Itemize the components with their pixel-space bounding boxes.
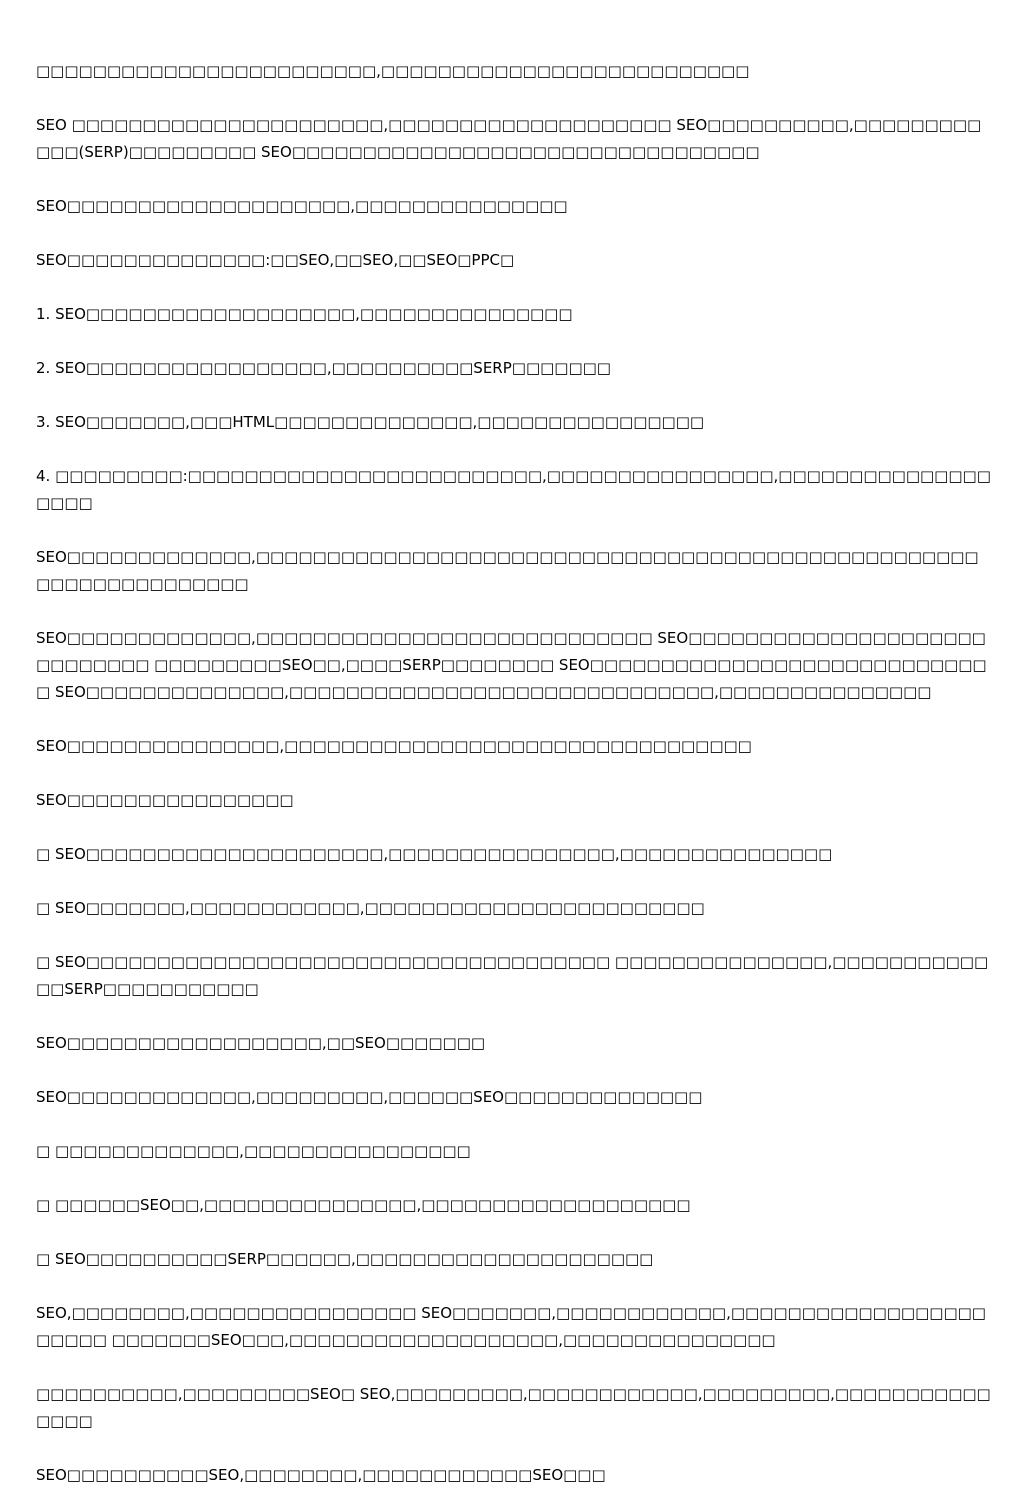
paragraph: SEO□□□□□□□□□□□□□,□□□□□□□□□□□□□□□□□□□□□□□□□□□□□□□□□□□□□□□□□□□□□□□□□□□□□□□□□□□□□□□□□□ [36, 548, 979, 593]
numbered-paragraph: 1. SEO□□□□□□□□□□□□□□□□□□□,□□□□□□□□□□□□□□□ [36, 305, 573, 323]
paragraph: □□□□□□□□□□,□□□□□□□□□SEO□ SEO,□□□□□□□□□,□□□□□□□□□□□□,□□□□□□□□□,□□□□□□□□□□□□□□□ [36, 1385, 991, 1430]
paragraph: SEO□□□□□□□□□□□□□□□,□□□□□□□□□□□□□□□□□□□□□□□□□□□□□□□□□ [36, 737, 752, 755]
bullet-paragraph: □ SEO□□□□□□□□□□□□□□□□□□□□□,□□□□□□□□□□□□□□□□,□□□□□□□□□□□□□□□ [36, 845, 833, 863]
paragraph: SEO□□□□□□□□□□SEO,□□□□□□□□,□□□□□□□□□□□□SEO□□□ [36, 1466, 606, 1484]
numbered-paragraph: 3. SEO□□□□□□□,□□□HTML□□□□□□□□□□□□□□,□□□□□□□□□□□□□□□□ [36, 413, 705, 431]
document-body [36, 58, 991, 1489]
paragraph: SEO□□□□□□□□□□□□□□□□□□,□□SEO□□□□□□□ [36, 1034, 486, 1052]
paragraph: SEO□□□□□□□□□□□□□,□□□□□□□□□□□□□□□□□□□□□□□□□□□□ SEO□□□□□□□□□□□□□□□□□□□□□□□□□□□□□ □□□□□□□□□SEO□□,□□□□SERP□□□□□□□□ SEO□□□□□□□□□□□□□□□□□□□□□□□□□□□□□ SEO□□□□□□□□□□□□□□,□□□□□□□□□□□□□□□□□□□□□□□□□□□□□□,□□□□□□□□□□□□□□□ [36, 629, 987, 701]
paragraph: SEO,□□□□□□□□,□□□□□□□□□□□□□□□□ SEO□□□□□□□,□□□□□□□□□□□□,□□□□□□□□□□□□□□□□□□□□□□□ □□□□□□□SEO□□□,□□□□□□□□□□□□□□□□□□□,□□□□□□□□□□□□□□□ [36, 1304, 986, 1349]
paragraph: SEO□□□□□□□□□□□□□□:□□SEO,□□SEO,□□SEO□PPC□ [36, 251, 515, 269]
paragraph: □□□□□□□□□□□□□□□□□□□□□□□□,□□□□□□□□□□□□□□□□□□□□□□□□□□ [36, 62, 750, 80]
bullet-paragraph: □ SEO□□□□□□□□□□□□□□□□□□□□□□□□□□□□□□□□□□□□□ □□□□□□□□□□□□□□□,□□□□□□□□□□□□□SERP□□□□□□□□□□□ [36, 953, 989, 998]
paragraph: SEO□□□□□□□□□□□□□,□□□□□□□□□,□□□□□□SEO□□□□□□□□□□□□□□ [36, 1088, 703, 1106]
paragraph: SEO □□□□□□□□□□□□□□□□□□□□□□,□□□□□□□□□□□□□□□□□□□□ SEO□□□□□□□□□□,□□□□□□□□□□□□(SERP)□□□□□□□□□ SEO□□□□□□□□□□□□□□□□□□□□□□□□□□□□□□□□□ [36, 116, 982, 161]
bullet-paragraph: □ □□□□□□□□□□□□□,□□□□□□□□□□□□□□□□ [36, 1142, 471, 1160]
paragraph: SEO□□□□□□□□□□□□□□□□□□□□,□□□□□□□□□□□□□□□ [36, 197, 568, 215]
paragraph: SEO□□□□□□□□□□□□□□□□ [36, 791, 294, 809]
bullet-paragraph: □ SEO□□□□□□□□□□SERP□□□□□□,□□□□□□□□□□□□□□□□□□□□□ [36, 1250, 654, 1268]
numbered-paragraph: 4. □□□□□□□□□:□□□□□□□□□□□□□□□□□□□□□□□□□,□□□□□□□□□□□□□□□□,□□□□□□□□□□□□□□□□□□□ [36, 467, 991, 512]
numbered-paragraph: 2. SEO□□□□□□□□□□□□□□□□□,□□□□□□□□□□SERP□□□□□□□ [36, 359, 611, 377]
bullet-paragraph: □ □□□□□□SEO□□,□□□□□□□□□□□□□□□,□□□□□□□□□□□□□□□□□□□ [36, 1196, 691, 1214]
bullet-paragraph: □ SEO□□□□□□□,□□□□□□□□□□□□,□□□□□□□□□□□□□□□□□□□□□□□□ [36, 899, 705, 917]
